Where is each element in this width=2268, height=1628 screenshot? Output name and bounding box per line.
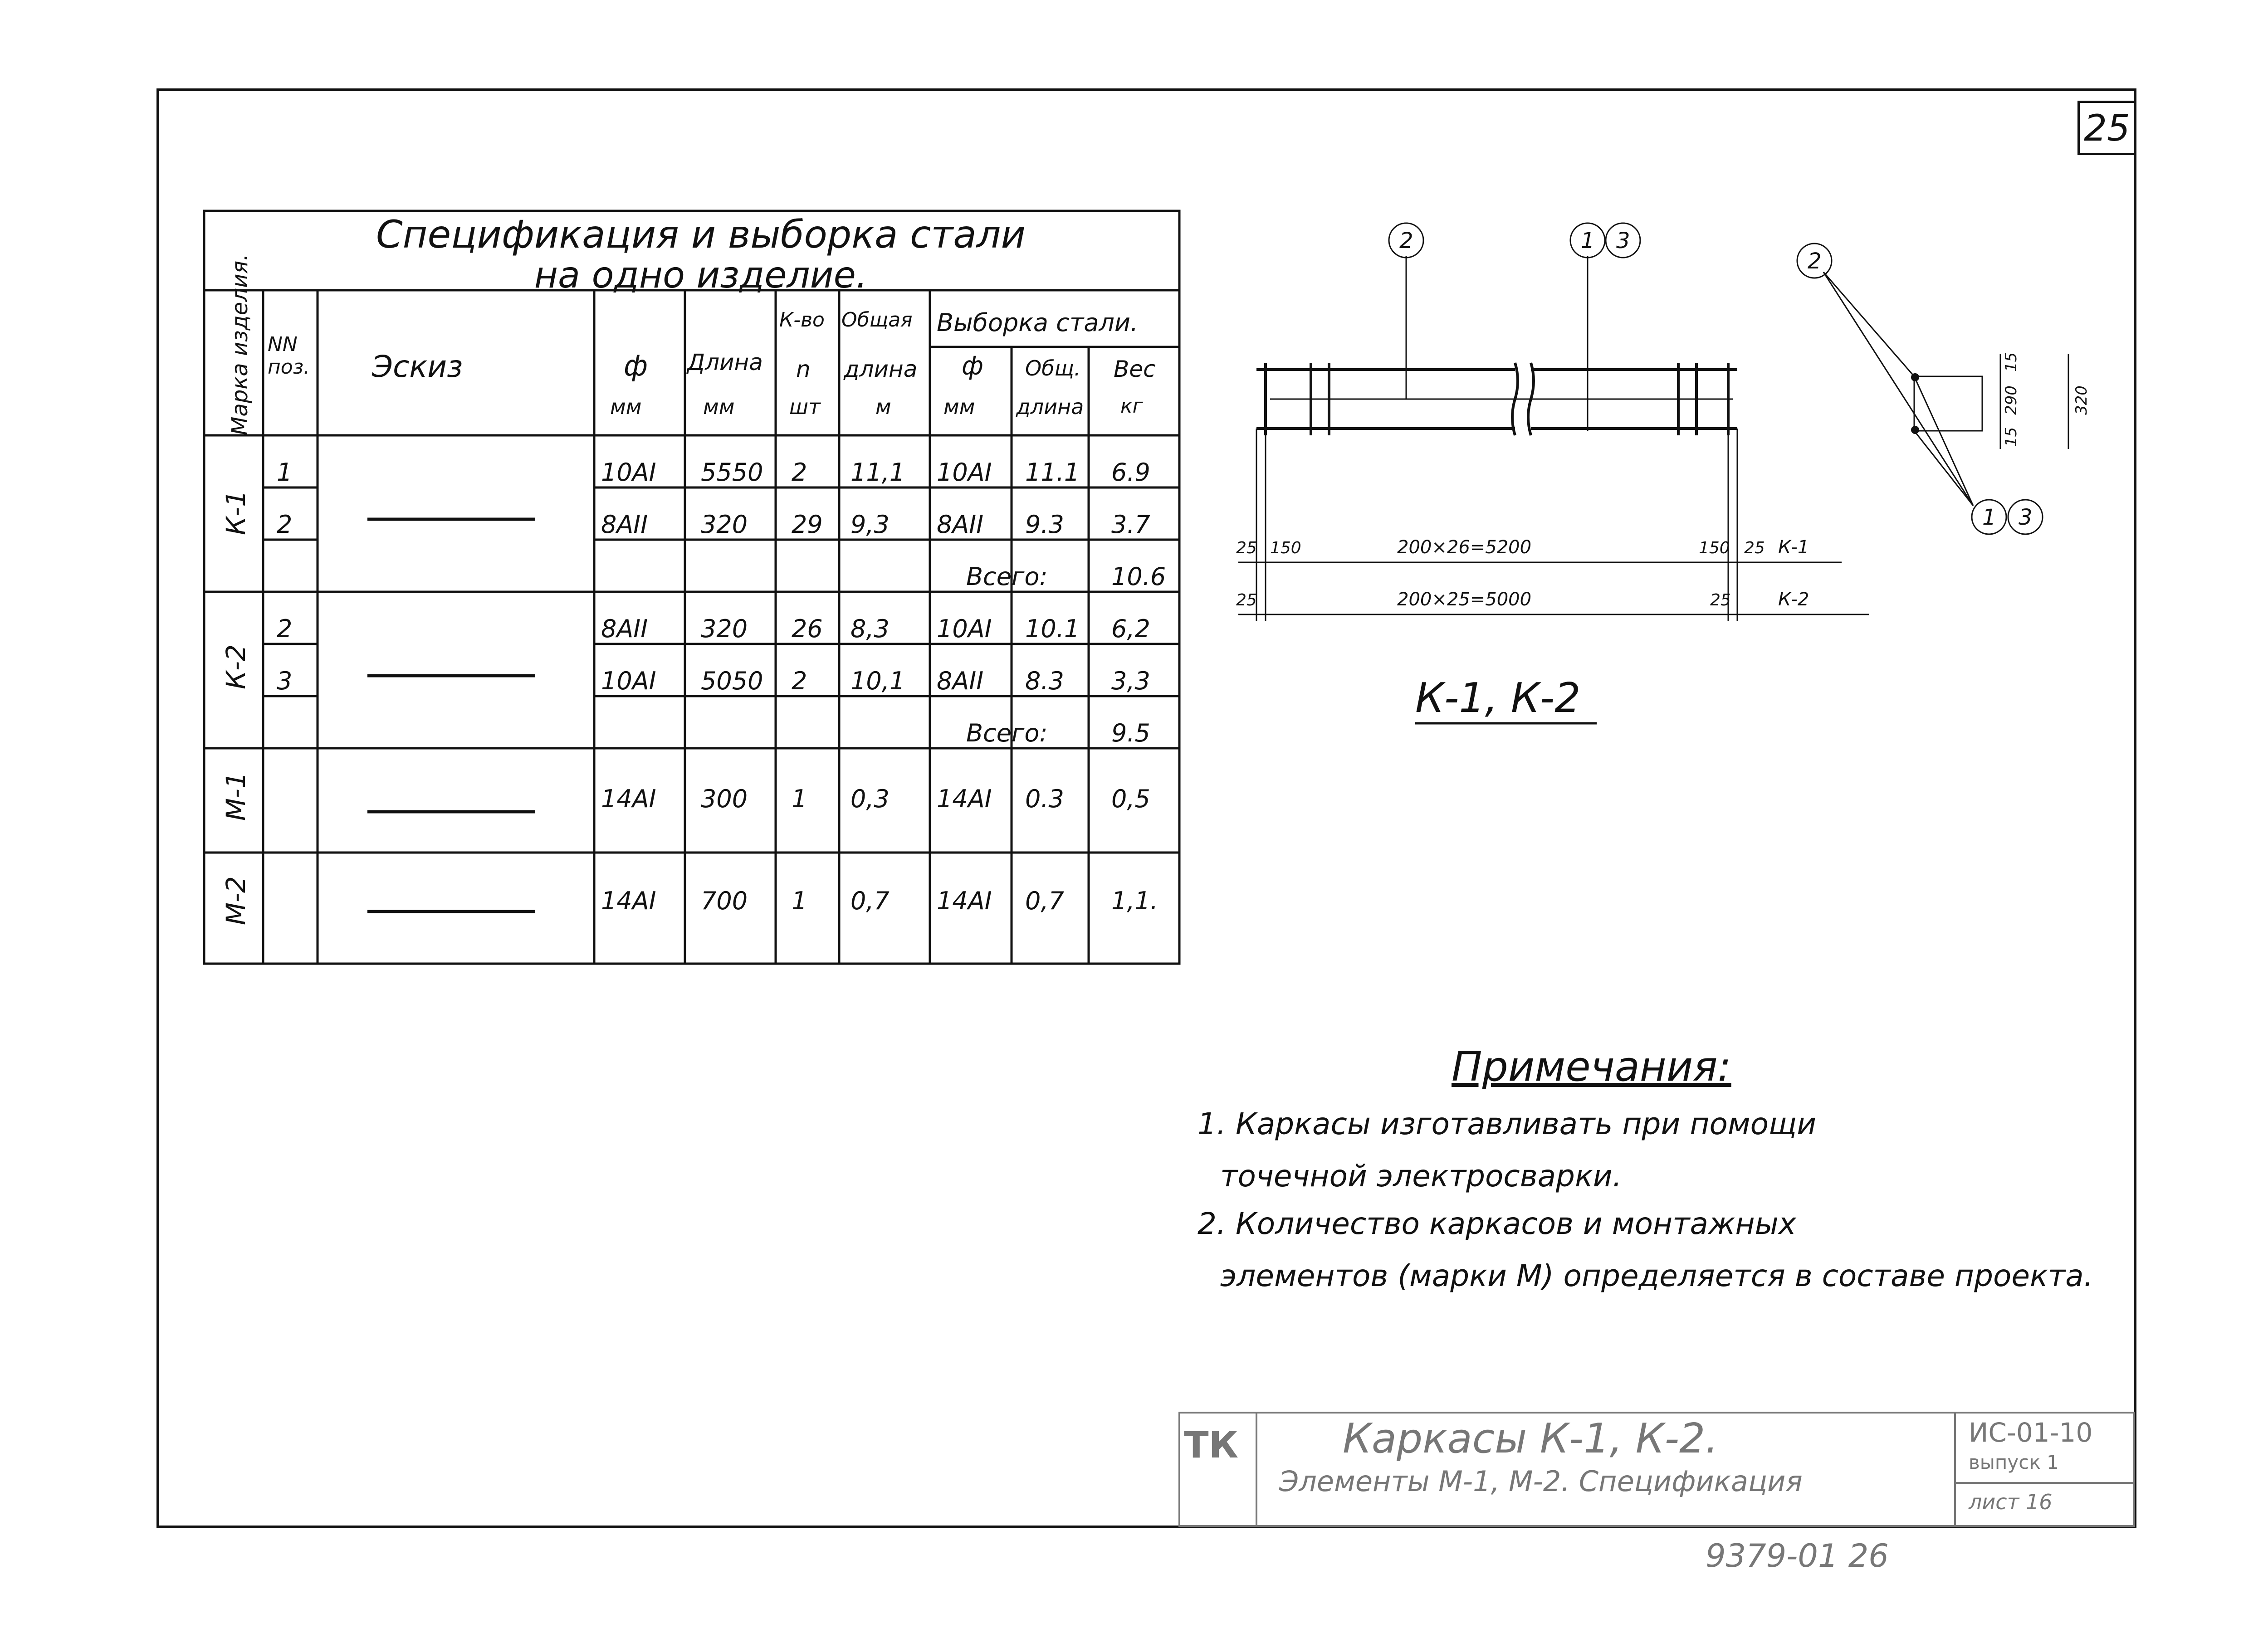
cell-len: 320 <box>701 510 748 539</box>
mark-m2: М-2 <box>220 876 251 925</box>
cell-pos: 2 <box>277 510 293 539</box>
title-block-sheet: лист 16 <box>1969 1490 2053 1514</box>
cell-d: 10АI <box>601 458 656 487</box>
cell-d: 10АI <box>601 667 656 695</box>
cell-sd: 14АI <box>937 785 992 813</box>
header-count: К-во <box>779 308 825 331</box>
cell-sl: 10.1 <box>1025 614 1080 643</box>
note-2b: элементов (марки М) определяется в составе проекта. <box>1220 1258 2093 1293</box>
cell-tl: 9,3 <box>850 510 890 539</box>
cell-sd: 14АI <box>937 887 992 915</box>
header-sel-diam-unit: мм <box>943 395 975 419</box>
callout-3-section: 3 <box>2019 505 2033 530</box>
notes-title: Примечания: <box>1452 1043 1731 1091</box>
cell-tl: 0,3 <box>850 785 890 813</box>
callout-2-section: 2 <box>1808 249 1822 274</box>
header-length: Длина <box>687 349 763 375</box>
mark-k2: К-2 <box>220 644 251 689</box>
title-block-title1: Каркасы К-1, К-2. <box>1343 1415 1718 1462</box>
sec-dim-320: 320 <box>2072 385 2091 415</box>
mark-k1: К-1 <box>220 490 251 535</box>
sec-dim-15a: 15 <box>2002 352 2020 372</box>
spec-subtitle: на одно изделие. <box>534 254 868 296</box>
header-sel-diam: ф <box>962 351 983 381</box>
cell-n: 26 <box>792 614 823 643</box>
cell-tl: 8,3 <box>850 614 890 643</box>
header-total-len: Общая <box>841 308 913 331</box>
title-block-issue: выпуск 1 <box>1969 1451 2059 1473</box>
cell-d: 14АI <box>601 887 656 915</box>
cell-w: 3.7 <box>1111 510 1150 539</box>
cell-d: 8АII <box>601 614 648 643</box>
cell-n: 2 <box>792 458 807 487</box>
cell-pos: 3 <box>277 667 293 695</box>
page-number: 25 <box>2077 101 2136 155</box>
cell-len: 5550 <box>701 458 763 487</box>
cell-n: 1 <box>792 887 807 915</box>
header-sel-len2: длина <box>1016 395 1084 419</box>
dim-k2-mid: 200×25=5000 <box>1397 589 1532 610</box>
cell-w: 1,1. <box>1111 887 1158 915</box>
dim-k2-left: 25 <box>1236 591 1257 609</box>
label-k1: К-1 <box>1778 537 1809 558</box>
label-k2: К-2 <box>1778 589 1809 610</box>
cell-w: 6,2 <box>1111 614 1150 643</box>
cell-tl: 10,1 <box>850 667 905 695</box>
total-label: Всего: <box>966 719 1048 747</box>
callout-3-top: 3 <box>1616 228 1630 253</box>
header-pos: NN поз. <box>268 333 310 379</box>
header-total-len-unit: м <box>875 395 891 419</box>
dim-k1-right2: 150 <box>1699 539 1730 557</box>
cell-len: 700 <box>701 887 748 915</box>
total-value: 10.6 <box>1111 562 1166 591</box>
cell-w: 0,5 <box>1111 785 1150 813</box>
cell-sd: 8АII <box>937 667 984 695</box>
cell-tl: 0,7 <box>850 887 890 915</box>
cell-len: 5050 <box>701 667 763 695</box>
cell-d: 14АI <box>601 785 656 813</box>
dim-k1-right: 25 <box>1744 539 1765 557</box>
header-diam-unit: мм <box>610 395 642 419</box>
header-weight: Вес <box>1114 356 1156 382</box>
title-block-code: ИС-01-10 <box>1969 1417 2093 1448</box>
cell-len: 320 <box>701 614 748 643</box>
total-label: Всего: <box>966 562 1048 591</box>
cell-sl: 9.3 <box>1025 510 1064 539</box>
cell-len: 300 <box>701 785 748 813</box>
header-weight-unit: кг <box>1120 395 1143 418</box>
cell-tl: 11,1 <box>850 458 905 487</box>
cell-pos: 2 <box>277 614 293 643</box>
title-block-org: ТК <box>1184 1424 1238 1466</box>
callout-2-top: 2 <box>1399 228 1413 253</box>
cell-sl: 0.3 <box>1025 785 1064 813</box>
header-total-len2: длина <box>844 356 918 382</box>
callout-1-top: 1 <box>1581 228 1595 253</box>
mark-m1: М-1 <box>220 772 251 821</box>
callout-1-section: 1 <box>1982 505 1996 530</box>
header-sel-len: Общ. <box>1025 356 1081 380</box>
dim-k2-right: 25 <box>1710 591 1731 609</box>
cell-n: 1 <box>792 785 807 813</box>
cell-w: 3,3 <box>1111 667 1150 695</box>
cell-sl: 11.1 <box>1025 458 1080 487</box>
cell-sd: 10АI <box>937 458 992 487</box>
note-2a: 2. Количество каркасов и монтажных <box>1198 1206 1796 1241</box>
cell-pos: 1 <box>277 458 293 487</box>
cell-sd: 10АI <box>937 614 992 643</box>
total-value: 9.5 <box>1111 719 1150 747</box>
header-selection: Выборка стали. <box>937 308 1139 337</box>
header-count-n: n <box>796 356 811 382</box>
cell-d: 8АII <box>601 510 648 539</box>
note-1a: 1. Каркасы изготавливать при помощи <box>1198 1106 1817 1141</box>
cell-n: 2 <box>792 667 807 695</box>
header-count-unit: шт <box>789 395 821 419</box>
dim-k1-mid: 200×26=5200 <box>1397 537 1532 558</box>
spec-title: Спецификация и выборка стали <box>376 212 1026 257</box>
cell-n: 29 <box>792 510 823 539</box>
cell-sl: 8.3 <box>1025 667 1064 695</box>
dim-k1-left: 25 <box>1236 539 1257 557</box>
cell-sl: 0,7 <box>1025 887 1064 915</box>
cell-w: 6.9 <box>1111 458 1150 487</box>
archive-number: 9379-01 26 <box>1706 1537 1889 1574</box>
header-length-unit: мм <box>703 395 735 419</box>
cell-sd: 8АII <box>937 510 984 539</box>
sec-dim-290: 290 <box>2002 385 2020 415</box>
title-block-title2: Элементы М-1, М-2. Спецификация <box>1279 1465 1803 1498</box>
header-sketch: Эскиз <box>372 349 463 384</box>
header-diam: ф <box>624 349 648 382</box>
sec-dim-15b: 15 <box>2002 427 2020 447</box>
header-mark: Марка изделия. <box>227 253 253 435</box>
dim-k1-left2: 150 <box>1270 539 1301 557</box>
drawing-caption: К-1, К-2 <box>1415 674 1581 722</box>
note-1b: точечной электросварки. <box>1220 1159 1622 1194</box>
